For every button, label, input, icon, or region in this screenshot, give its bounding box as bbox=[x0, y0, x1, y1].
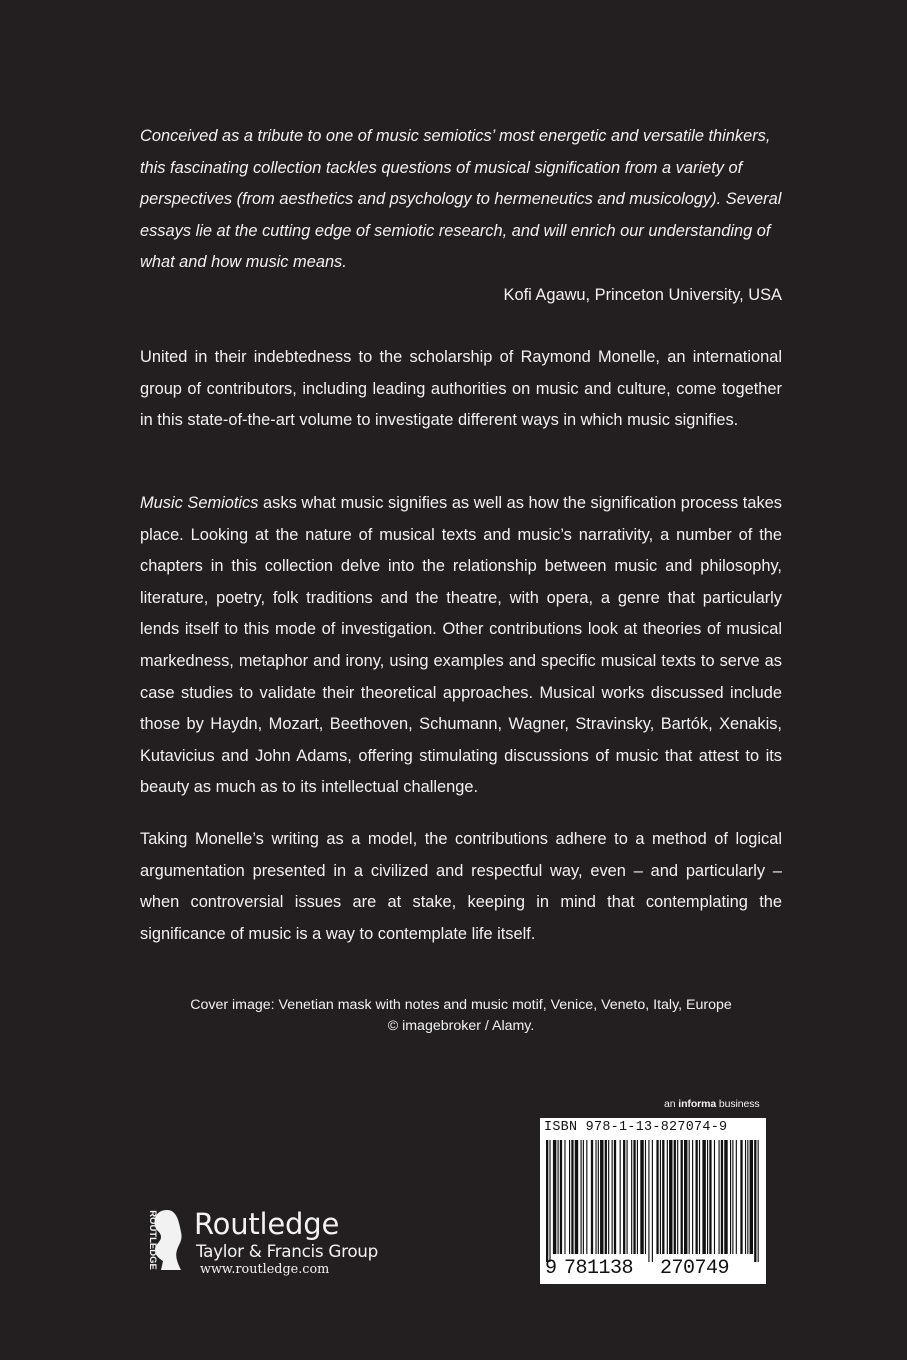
barcode-bar bbox=[681, 1140, 683, 1254]
barcode-bar bbox=[724, 1140, 727, 1254]
barcode-bar bbox=[640, 1140, 643, 1254]
barcode-bar bbox=[652, 1140, 653, 1262]
barcode-bar bbox=[614, 1140, 616, 1254]
cover-credit-line-1: Cover image: Venetian mask with notes and music motif, Venice, Veneto, Italy, Europe bbox=[190, 997, 732, 1013]
barcode-bar bbox=[600, 1140, 603, 1254]
barcode-bar bbox=[721, 1140, 723, 1254]
cover-credit-line-2: © imagebroker / Alamy. bbox=[387, 1018, 535, 1034]
barcode-bar bbox=[754, 1140, 756, 1262]
publisher-block bbox=[194, 1208, 378, 1278]
barcode-bar bbox=[740, 1140, 742, 1254]
barcode-bar bbox=[745, 1140, 746, 1254]
barcode-bar bbox=[623, 1140, 625, 1254]
barcode-bar bbox=[546, 1140, 548, 1262]
barcode-bar bbox=[631, 1140, 632, 1254]
description-paragraph-1: United in their indebtedness to the scholarship of Raymond Monelle, an international group of contributors, including leading authorities on music and culture, come together in this state-of-the-art volume to investigate different ways in which music signifies. bbox=[140, 348, 782, 430]
logo-vertical-text: ROUTLEDGE bbox=[147, 1210, 158, 1270]
barcode-bar bbox=[605, 1140, 607, 1254]
barcode-bar bbox=[620, 1140, 621, 1254]
isbn-barcode bbox=[540, 1118, 766, 1284]
barcode-bar bbox=[692, 1140, 693, 1254]
barcode-bar bbox=[660, 1140, 661, 1254]
barcode-bar bbox=[612, 1140, 613, 1254]
barcode-bar bbox=[569, 1140, 570, 1254]
barcode-bar bbox=[648, 1140, 649, 1262]
barcode-bar bbox=[667, 1140, 668, 1254]
barcode-bar bbox=[719, 1140, 720, 1254]
barcode-bar bbox=[595, 1140, 596, 1254]
publisher-group: Taylor & Francis Group bbox=[196, 1241, 378, 1261]
barcode-bar bbox=[709, 1140, 711, 1254]
ean-left-group: 781138 bbox=[564, 1257, 634, 1280]
barcode-bar bbox=[553, 1140, 556, 1254]
barcode-bar bbox=[564, 1140, 565, 1254]
publisher-name: Routledge bbox=[194, 1207, 340, 1241]
barcode-bar bbox=[608, 1140, 609, 1254]
ean-first-digit: 9 bbox=[545, 1257, 557, 1280]
barcode-bar bbox=[732, 1140, 733, 1254]
informa-brand: informa bbox=[678, 1098, 717, 1110]
barcode-bar bbox=[696, 1140, 698, 1254]
barcode-bar bbox=[689, 1140, 690, 1254]
informa-prefix: an bbox=[664, 1098, 679, 1110]
routledge-logo-icon bbox=[137, 1204, 187, 1274]
barcode-bar bbox=[627, 1140, 628, 1254]
barcode-bar bbox=[571, 1140, 573, 1254]
barcode-bar bbox=[684, 1140, 687, 1254]
barcode-bar bbox=[730, 1140, 731, 1254]
barcode-bar bbox=[645, 1140, 646, 1254]
informa-business-label bbox=[664, 1098, 760, 1110]
book-title: Music Semiotics bbox=[140, 494, 259, 512]
barcode-bar bbox=[662, 1140, 664, 1254]
barcode-bar bbox=[656, 1140, 658, 1254]
barcode-bar bbox=[583, 1140, 584, 1254]
ean-right-group: 270749 bbox=[660, 1257, 730, 1280]
description-paragraph-2-text: asks what music signifies as well as how the signification process takes place. Looking at the nature of musical texts and music’s narrativity, a number of the chapters in this collection delve into the relationship between music and philosophy, literature, poetry, folk traditions and the theatre, with opera, a genre that particularly lends itself to this mode of investigation. Other contributions look at theories of musical markedness, metaphor and irony, using examples and specific musical texts to serve as case studies to validate their theoretical approaches. Musical works discussed include those by Haydn, Mozart, Beethoven, Schumann, Wagner, Stravinsky, Bartók, Xenakis, Kutavicius and John Adams, offering stimulating discussions of music that attest to its beauty as much as to its intellectual challenge. bbox=[140, 494, 782, 797]
barcode-bar bbox=[758, 1140, 759, 1262]
barcode-bar bbox=[674, 1140, 676, 1254]
barcode-bar bbox=[549, 1140, 550, 1262]
barcode-bar bbox=[714, 1140, 715, 1254]
cover-credit bbox=[140, 995, 782, 1037]
barcode-bar bbox=[581, 1140, 582, 1254]
informa-suffix: business bbox=[716, 1098, 760, 1110]
barcode-bar bbox=[736, 1140, 737, 1254]
barcode-bar bbox=[750, 1140, 753, 1254]
barcode-bar bbox=[677, 1140, 678, 1254]
barcode-bar bbox=[707, 1140, 708, 1254]
barcode-bar bbox=[558, 1140, 559, 1254]
description-paragraph-3: Taking Monelle’s writing as a model, the contributions adhere to a method of logical argumentation presented in a civilized and respectful way, even – and particularly – when controversial issues are at stake, keeping in mind that contemplating the significance of music is a way to contemplate life itself. bbox=[140, 830, 782, 943]
endorsement-attribution: Kofi Agawu, Princeton University, USA bbox=[503, 286, 782, 304]
barcode-bars bbox=[546, 1140, 760, 1262]
barcode-bar bbox=[591, 1140, 593, 1254]
barcode-bar bbox=[699, 1140, 700, 1254]
endorsement-quote: Conceived as a tribute to one of music semiotics’ most energetic and versatile thinkers, this fascinating collection tackles questions of musical signification from a variety of perspectives (from aesthetics and psychology to hermeneutics and musicology). Several essays lie at the cutting edge of semiotic research, and will enrich our understanding of what and how music means. bbox=[140, 127, 782, 272]
description-paragraph-2 bbox=[140, 488, 782, 804]
barcode-bar bbox=[598, 1140, 599, 1254]
barcode-bar bbox=[586, 1140, 587, 1254]
barcode-bar bbox=[560, 1140, 562, 1254]
barcode-bar bbox=[575, 1140, 578, 1254]
isbn-label: ISBN 978-1-13-827074-9 bbox=[544, 1120, 728, 1135]
barcode-bar bbox=[702, 1140, 705, 1254]
barcode-bar bbox=[747, 1140, 748, 1254]
barcode-bar bbox=[669, 1140, 672, 1254]
barcode-bar bbox=[637, 1140, 638, 1254]
barcode-bar bbox=[633, 1140, 635, 1254]
publisher-url: www.routledge.com bbox=[200, 1262, 330, 1277]
